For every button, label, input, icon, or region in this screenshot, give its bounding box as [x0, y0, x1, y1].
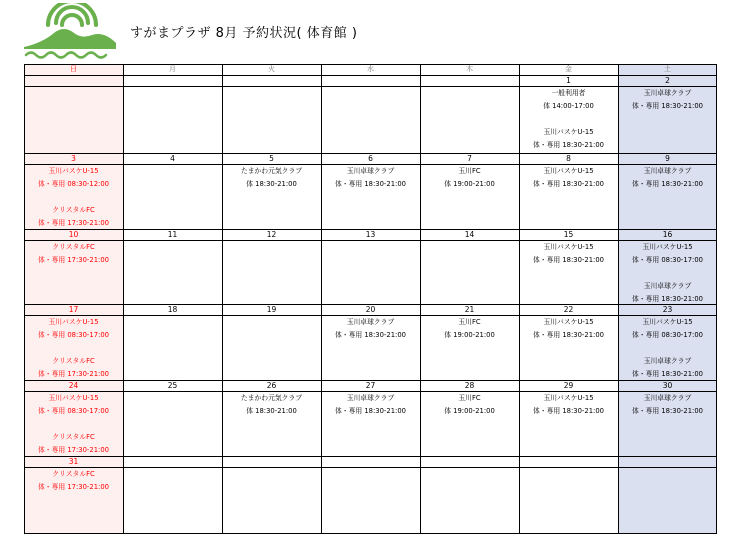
reservation-line: 玉川卓球クラブ	[346, 394, 395, 402]
reservation-line: 体 14:00-17:00	[543, 101, 594, 110]
reservation-line: 玉川卓球クラブ	[643, 356, 692, 365]
reservation-line: 体・専用 18:30-21:00	[632, 369, 703, 378]
day-number: 1	[566, 76, 571, 85]
reservation-line: クリスタルFC	[52, 432, 95, 441]
calendar-day-cell[interactable]	[618, 240, 717, 304]
reservation-line: クリスタルFC	[52, 356, 95, 365]
day-number: 3	[71, 154, 76, 163]
grid-line	[24, 64, 25, 534]
day-number: 7	[467, 154, 472, 163]
reservation-line: 体・専用 08:30-17:00	[38, 406, 109, 415]
day-number: 14	[464, 230, 475, 239]
calendar-day-cell[interactable]	[420, 315, 519, 380]
grid-line	[519, 64, 520, 534]
reservation-line: 玉川FC	[458, 167, 481, 175]
reservation-line: 玉川卓球クラブ	[643, 167, 692, 175]
day-number: 10	[68, 230, 79, 239]
calendar-day-cell[interactable]	[420, 391, 519, 456]
day-number	[222, 75, 321, 86]
grid-line	[24, 315, 717, 316]
day-number: 9	[665, 154, 670, 163]
calendar-day-cell[interactable]	[123, 164, 222, 229]
reservation-line: 体・専用 18:30-21:00	[335, 330, 406, 339]
reservation-line: 体・専用 18:30-21:00	[533, 406, 604, 415]
calendar-day-cell[interactable]	[24, 86, 123, 153]
reservation-line: 玉川卓球クラブ	[643, 394, 692, 402]
reservation-line: 体 19:00-21:00	[444, 406, 495, 415]
calendar-day-cell[interactable]	[618, 86, 717, 153]
calendar-day-cell[interactable]	[519, 240, 618, 304]
calendar-day-cell[interactable]	[420, 467, 519, 534]
reservation-line: 玉川バスケU-15	[48, 394, 99, 402]
day-number	[519, 456, 618, 467]
reservation-line: 体・専用 18:30-21:00	[533, 255, 604, 264]
grid-line	[123, 64, 124, 534]
reservation-line: 玉川卓球クラブ	[346, 318, 395, 326]
reservation-line: 体・専用 08:30-17:00	[38, 330, 109, 339]
calendar-day-cell[interactable]	[618, 391, 717, 456]
calendar-day-cell[interactable]	[24, 164, 123, 229]
day-number: 24	[68, 381, 79, 390]
reservation-line: 玉川バスケU-15	[543, 243, 594, 251]
grid-line	[321, 64, 322, 534]
grid-line	[24, 533, 717, 534]
weekday-header: 火	[268, 65, 275, 73]
reservation-line	[618, 267, 717, 280]
grid-line	[24, 456, 717, 457]
calendar-day-cell[interactable]	[618, 164, 717, 229]
day-number: 12	[266, 230, 277, 239]
day-number	[123, 456, 222, 467]
grid-line	[24, 64, 717, 65]
day-number	[123, 75, 222, 86]
reservation-line: 玉川バスケU-15	[48, 167, 99, 175]
calendar-day-cell[interactable]	[420, 86, 519, 153]
calendar-day-cell[interactable]	[222, 164, 321, 229]
grid-line	[24, 304, 717, 305]
reservation-line: 玉川FC	[458, 318, 481, 326]
reservation-line: 玉川卓球クラブ	[643, 281, 692, 290]
reservation-line: 玉川バスケU-15	[48, 318, 99, 326]
calendar-day-cell[interactable]	[618, 467, 717, 534]
reservation-line: 体・専用 18:30-21:00	[632, 406, 703, 415]
day-number: 2	[665, 76, 670, 85]
reservation-line: 体・専用 17:30-21:00	[38, 255, 109, 264]
calendar-day-cell[interactable]	[222, 86, 321, 153]
calendar-day-cell[interactable]	[420, 240, 519, 304]
reservation-line: 体 19:00-21:00	[444, 179, 495, 188]
grid-line	[24, 391, 717, 392]
calendar-day-cell[interactable]	[24, 240, 123, 304]
grid-line	[420, 64, 421, 534]
calendar-day-cell[interactable]	[321, 240, 420, 304]
reservation-line: 玉川FC	[458, 394, 481, 402]
day-number: 6	[368, 154, 373, 163]
reservation-line: 玉川卓球クラブ	[643, 89, 692, 97]
reservation-line: 体・専用 18:30-21:00	[632, 101, 703, 110]
day-number: 25	[167, 381, 178, 390]
day-number	[222, 456, 321, 467]
day-number	[321, 456, 420, 467]
reservation-line: 玉川バスケU-15	[543, 127, 594, 136]
weekday-header: 土	[664, 65, 671, 73]
calendar-day-cell[interactable]	[519, 86, 618, 153]
reservation-line: 体・専用 17:30-21:00	[38, 482, 109, 491]
day-number: 23	[662, 305, 673, 314]
page-title: すがまプラザ 8月 予約状況( 体育館 )	[130, 26, 358, 41]
reservation-line: 体・専用 18:30-21:00	[533, 179, 604, 188]
reservation-line	[24, 342, 123, 355]
day-number: 20	[365, 305, 376, 314]
reservation-line: 玉川バスケU-15	[543, 167, 594, 175]
grid-line	[24, 467, 717, 468]
reservation-line: 玉川バスケU-15	[543, 394, 594, 402]
reservation-line: 玉川バスケU-15	[543, 318, 594, 326]
calendar-day-cell[interactable]	[519, 315, 618, 380]
calendar-day-cell[interactable]	[321, 467, 420, 534]
calendar-day-cell[interactable]	[420, 164, 519, 229]
calendar-day-cell[interactable]	[24, 315, 123, 380]
day-number	[24, 75, 123, 86]
grid-line	[24, 153, 717, 154]
reservation-line: クリスタルFC	[52, 243, 95, 251]
calendar-day-cell[interactable]	[123, 315, 222, 380]
reservation-line: 玉川バスケU-15	[642, 318, 693, 326]
calendar-day-cell[interactable]	[222, 315, 321, 380]
grid-line	[618, 64, 619, 534]
calendar-day-cell[interactable]	[519, 467, 618, 534]
reservation-line: 体・専用 18:30-21:00	[335, 406, 406, 415]
day-number	[420, 75, 519, 86]
day-number: 8	[566, 154, 571, 163]
grid-line	[24, 86, 717, 87]
day-number: 4	[170, 154, 175, 163]
reservation-line	[24, 191, 123, 204]
weekday-header: 水	[367, 65, 374, 73]
day-number: 19	[266, 305, 277, 314]
day-number: 26	[266, 381, 277, 390]
calendar-day-cell[interactable]	[321, 86, 420, 153]
calendar-grid	[24, 64, 717, 534]
day-number	[321, 75, 420, 86]
day-number: 18	[167, 305, 178, 314]
reservation-line: 体・専用 08:30-17:00	[632, 330, 703, 339]
reservation-line: たまかわ元気クラブ	[240, 167, 303, 175]
calendar-day-cell[interactable]	[24, 391, 123, 456]
reservation-line: 体・専用 18:30-21:00	[632, 294, 703, 303]
calendar-day-cell[interactable]	[519, 164, 618, 229]
day-number: 15	[563, 230, 574, 239]
day-number: 17	[68, 305, 79, 314]
calendar-day-cell[interactable]	[618, 315, 717, 380]
grid-line	[24, 75, 717, 76]
day-number: 13	[365, 230, 376, 239]
calendar-day-cell[interactable]	[123, 467, 222, 534]
day-number: 30	[662, 381, 673, 390]
calendar-day-cell[interactable]	[222, 467, 321, 534]
grid-line	[716, 64, 717, 534]
reservation-line: 体 19:00-21:00	[444, 330, 495, 339]
reservation-line: 体・専用 18:30-21:00	[335, 179, 406, 188]
calendar-day-cell[interactable]	[123, 86, 222, 153]
grid-line	[24, 380, 717, 381]
calendar-day-cell[interactable]	[321, 391, 420, 456]
day-number: 31	[68, 457, 79, 466]
reservation-line: たまかわ元気クラブ	[240, 394, 303, 402]
reservation-line: 体・専用 18:30-21:00	[533, 140, 604, 149]
reservation-line: 体・専用 08:30-12:00	[38, 179, 109, 188]
reservation-line	[519, 113, 618, 126]
reservation-line: クリスタルFC	[52, 470, 95, 478]
day-number: 21	[464, 305, 475, 314]
reservation-line: 体・専用 08:30-17:00	[632, 255, 703, 264]
reservation-line: 体・専用 17:30-21:00	[38, 218, 109, 227]
weekday-header: 日	[70, 65, 77, 73]
reservation-line: 体・専用 18:30-21:00	[533, 330, 604, 339]
grid-line	[24, 240, 717, 241]
day-number: 11	[167, 230, 178, 239]
day-number: 5	[269, 154, 274, 163]
reservation-line: 体・専用 17:30-21:00	[38, 445, 109, 454]
day-number: 28	[464, 381, 475, 390]
day-number: 22	[563, 305, 574, 314]
reservation-line: 玉川卓球クラブ	[346, 167, 395, 175]
day-number: 27	[365, 381, 376, 390]
calendar-day-cell[interactable]	[321, 315, 420, 380]
reservation-line: 体 18:30-21:00	[246, 179, 297, 188]
day-number: 16	[662, 230, 673, 239]
reservation-line: クリスタルFC	[52, 205, 95, 214]
calendar-day-cell[interactable]	[123, 391, 222, 456]
calendar-day-cell[interactable]	[321, 164, 420, 229]
grid-line	[24, 229, 717, 230]
day-number	[618, 456, 717, 467]
grid-line	[24, 164, 717, 165]
reservation-line: 玉川バスケU-15	[642, 243, 693, 251]
reservation-line	[618, 342, 717, 355]
calendar-day-cell[interactable]	[222, 240, 321, 304]
day-number	[420, 456, 519, 467]
weekday-header: 金	[565, 65, 572, 73]
reservation-line: 体・専用 18:30-21:00	[632, 179, 703, 188]
reservation-line: 体 18:30-21:00	[246, 406, 297, 415]
calendar-day-cell[interactable]	[519, 391, 618, 456]
reservation-line: 体・専用 17:30-21:00	[38, 369, 109, 378]
calendar-day-cell[interactable]	[123, 240, 222, 304]
weekday-header: 月	[169, 65, 176, 73]
reservation-line: 一般利用者	[551, 89, 586, 97]
logo-mountain-waves-icon	[22, 3, 122, 61]
grid-line	[222, 64, 223, 534]
weekday-header: 木	[466, 65, 473, 73]
reservation-line	[24, 418, 123, 431]
calendar-day-cell[interactable]	[24, 467, 123, 534]
calendar-day-cell[interactable]	[222, 391, 321, 456]
day-number: 29	[563, 381, 574, 390]
